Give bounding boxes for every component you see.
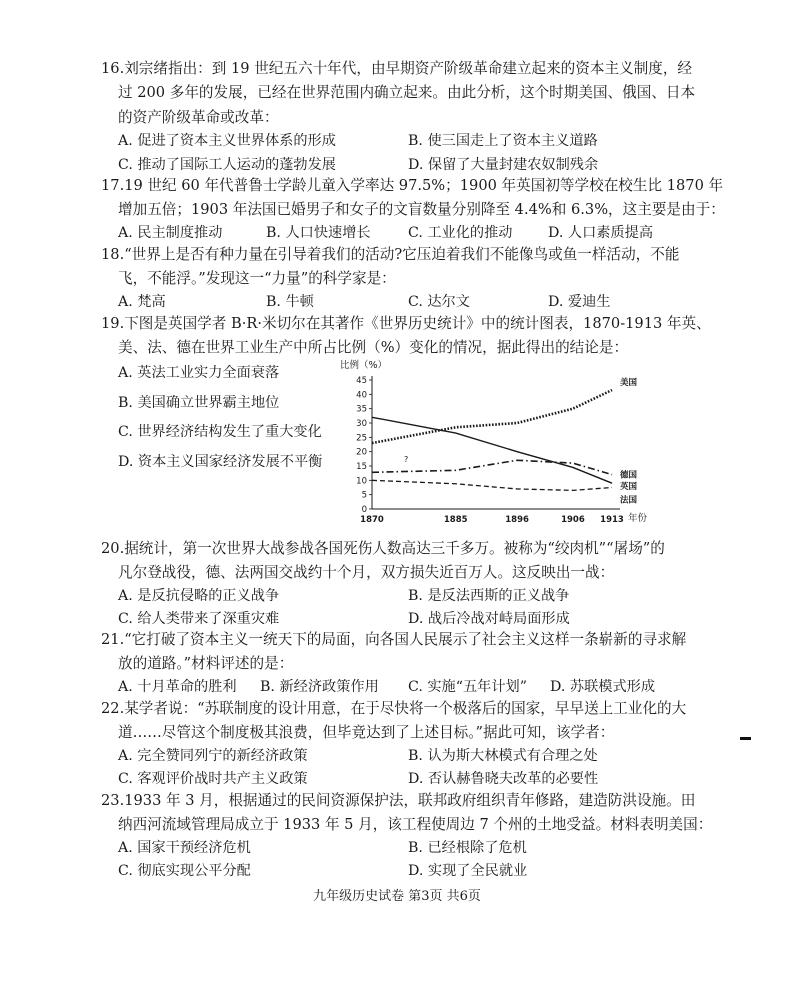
question-18-line-2: 飞，不能浮。”发现这一“力量”的科学家是：: [118, 270, 396, 287]
y-tick-label: 35: [356, 404, 367, 415]
y-tick-label: 45: [356, 376, 367, 386]
x-tick-label: 1913: [600, 515, 624, 525]
question-22-option-d: D. 否认赫鲁晓夫改革的必要性: [408, 771, 599, 787]
question-17-option-d: D. 人口素质提高: [548, 225, 654, 241]
y-tick-label: 40: [356, 390, 367, 401]
question-21-line-2: 放的道路。”材料评述的是：: [118, 655, 294, 672]
question-16-line-2: 过 200 多年的发展，已经在世界范围内确立起来。由此分析，这个时期美国、俄国、日本: [118, 84, 696, 101]
question-19-option-c: C. 世界经济结构发生了重大变化: [118, 424, 322, 440]
question-20-option-b: B. 是反法西斯的正义战争: [408, 588, 570, 604]
y-tick-label: 0: [361, 505, 367, 515]
x-axis-label: 年份: [628, 513, 648, 524]
question-22-line-1: 22.某学者说：“苏联制度的设计用意，在于尽快将一个极落后的国家，早早送上工业化的大: [101, 700, 687, 717]
question-19-option-a: A. 英法工业实力全面衰落: [118, 365, 280, 381]
series-label: 法国: [620, 495, 638, 506]
question-18-option-d: D. 爱迪生: [548, 294, 611, 310]
industrial-share-line-chart: [330, 358, 660, 533]
question-17-option-b: B. 人口快速增长: [266, 225, 371, 241]
question-17-line-1: 17.19 世纪 60 年代普鲁士学龄儿童入学率达 97.5%；1900 年英国初等学校在校生比 1870 年: [101, 177, 724, 194]
question-22-option-c: C. 客观评价战时共产主义政策: [118, 771, 308, 787]
x-tick-label: 1885: [443, 515, 468, 525]
question-21-option-b: B. 新经济政策作用: [260, 679, 379, 695]
x-tick-label: 1906: [561, 515, 585, 525]
question-19-line-2: 美、法、德在世界工业生产中所占比例（%）变化的情况，据此得出的结论是：: [118, 339, 629, 356]
question-18-option-a: A. 梵高: [118, 294, 166, 310]
y-tick-label: 5: [361, 490, 367, 501]
question-18-option-b: B. 牛顿: [266, 294, 314, 310]
y-tick-label: 20: [356, 447, 367, 458]
question-21-line-1: 21.“它打破了资本主义一统天下的局面，向各国人民展示了社会主义这样一条崭新的寻求解: [101, 631, 687, 648]
question-17-option-a: A. 民主制度推动: [118, 225, 223, 241]
page-footer: 九年级历史试卷 第3页 共6页: [313, 889, 481, 904]
question-20-line-2: 凡尔登战役，德、法两国交战约十个月，双方损失近百万人。这反映出一战：: [118, 564, 615, 581]
question-20-option-a: A. 是反抗侵略的正义战争: [118, 588, 280, 604]
question-16-line-1: 16.刘宗绪指出：到 19 世纪五六十年代，由早期资产阶级革命建立起来的资本主义制度，经: [101, 60, 693, 77]
question-21-option-d: D. 苏联模式形成: [550, 679, 656, 695]
question-19-option-d: D. 资本主义国家经济发展不平衡: [118, 454, 323, 470]
series-line-英国: [372, 417, 612, 483]
question-22-line-2: 道……尽管这个制度极其浪费，但毕竟达到了上述目标。”据此可知，该学者：: [118, 724, 615, 741]
y-tick-label: 30: [356, 419, 367, 429]
question-16-option-c: C. 推动了国际工人运动的蓬勃发展: [118, 157, 336, 173]
series-line-美国: [372, 390, 612, 443]
question-22-option-a: A. 完全赞同列宁的新经济政策: [118, 748, 308, 764]
series-label: 英国: [620, 482, 638, 493]
x-tick-label: 1896: [505, 515, 529, 525]
question-19-option-b: B. 美国确立世界霸主地位: [118, 395, 280, 411]
y-tick-label: 15: [356, 462, 367, 472]
question-16-option-b: B. 使三国走上了资本主义道路: [408, 133, 598, 149]
x-tick-label: 1870: [360, 515, 384, 525]
question-20-line-1: 20.据统计，第一次世界大战参战各国死伤人数高达三千多万。被称为“绞肉机”“屠场”的: [101, 540, 665, 557]
question-19-line-1: 19.下图是英国学者 B·R·米切尔在其著作《世界历史统计》中的统计图表，1870-1913 年英、: [101, 315, 711, 332]
question-16-option-d: D. 保留了大量封建农奴制残余: [408, 157, 599, 173]
question-21-option-a: A. 十月革命的胜利: [118, 679, 237, 695]
question-18-option-c: C. 达尔文: [408, 294, 470, 310]
question-23-line-1: 23.1933 年 3 月，根据通过的民间资源保护法，联邦政府组织青年修路，建造防洪设施。田: [101, 792, 696, 809]
question-20-option-c: C. 给人类带来了深重灾难: [118, 611, 280, 627]
question-23-option-b: B. 已经根除了危机: [408, 840, 527, 856]
series-label: 美国: [620, 378, 638, 389]
y-tick-label: 10: [356, 476, 367, 487]
question-23-option-c: C. 彻底实现公平分配: [118, 863, 251, 879]
margin-mark: [740, 737, 751, 740]
question-21-option-c: C. 实施“五年计划”: [408, 679, 528, 695]
series-label: 德国: [620, 470, 638, 481]
stray-mark: ?: [404, 455, 409, 464]
question-16-line-3: 的资产阶级革命或改革：: [118, 109, 279, 126]
question-16-option-a: A. 促进了资本主义世界体系的形成: [118, 133, 336, 149]
question-18-line-1: 18.“世界上是否有种力量在引导着我们的活动?它压迫着我们不能像鸟或鱼一样活动，不能: [101, 246, 680, 263]
question-23-option-d: D. 实现了全民就业: [408, 863, 528, 879]
series-line-法国: [372, 480, 612, 490]
question-23-option-a: A. 国家干预经济危机: [118, 840, 251, 856]
question-23-line-2: 纳西河流域管理局成立于 1933 年 5 月，该工程使周边 7 个州的土地受益。材料表明美国：: [118, 816, 713, 833]
question-17-line-2: 增加五倍；1903 年法国已婚男子和女子的文盲数量分别降至 4.4%和 6.3%，这主要是由于：: [118, 201, 725, 218]
question-17-option-c: C. 工业化的推动: [408, 225, 513, 241]
y-axis-label: 比例（%）: [340, 360, 388, 371]
question-22-option-b: B. 认为斯大林模式有合理之处: [408, 748, 598, 764]
y-tick-label: 25: [356, 433, 367, 444]
question-20-option-d: D. 战后冷战对峙局面形成: [408, 611, 570, 627]
